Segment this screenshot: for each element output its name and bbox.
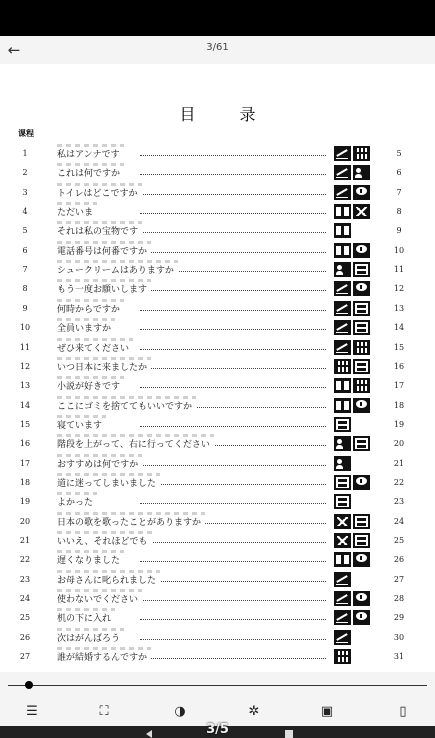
page-number: 23	[393, 497, 405, 507]
toc-row[interactable]	[0, 647, 435, 667]
dot-leader	[140, 639, 326, 640]
lesson-title: 使わないでください	[57, 592, 142, 605]
lesson-number: 9	[22, 303, 28, 313]
page-scrubber[interactable]	[0, 672, 435, 698]
toc-row[interactable]	[0, 163, 435, 183]
lesson-title: 寝ています	[57, 418, 106, 431]
lesson-number: 22	[19, 555, 31, 565]
speech-icon	[353, 610, 370, 625]
card-icon	[334, 494, 351, 509]
card-icon	[353, 262, 370, 277]
dot-leader	[140, 252, 326, 253]
lesson-title: よかった	[57, 495, 97, 508]
dot-leader	[140, 600, 326, 601]
lesson-number: 1	[22, 149, 28, 158]
skill-icons	[334, 610, 370, 625]
dot-leader	[140, 465, 326, 466]
skill-icons	[334, 552, 370, 567]
card-icon	[334, 417, 351, 432]
skill-icons	[334, 262, 370, 277]
toc-row[interactable]	[0, 357, 435, 377]
lesson-number: 16	[19, 439, 31, 449]
dot-leader	[140, 290, 326, 291]
dot-leader	[140, 426, 326, 427]
floating-page-indicator: 3/5	[206, 722, 229, 737]
device-icon[interactable]: ▯	[399, 704, 407, 719]
dot-leader	[140, 503, 326, 504]
lesson-number: 25	[19, 613, 31, 623]
plant-icon	[334, 533, 351, 548]
scrubber-handle[interactable]	[25, 681, 33, 689]
skill-icons	[334, 417, 370, 432]
lesson-number: 19	[19, 497, 31, 507]
plant-icon	[353, 204, 370, 219]
page-number: 30	[393, 632, 405, 642]
page-number: 15	[393, 342, 405, 352]
book-icon	[334, 204, 351, 219]
skill-icons	[334, 146, 370, 161]
write-icon	[334, 610, 351, 625]
skill-icons	[334, 223, 370, 238]
lesson-number: 18	[19, 477, 31, 487]
lesson-number: 21	[19, 536, 31, 545]
lesson-title: 何時からですか	[57, 302, 124, 315]
dot-leader	[140, 232, 326, 233]
lesson-number: 14	[19, 400, 31, 410]
page-number: 8	[396, 207, 402, 217]
lesson-title: 遅くなりました	[57, 553, 124, 566]
toc-row[interactable]	[0, 454, 435, 474]
toc-row[interactable]	[0, 338, 435, 358]
page-number: 6	[396, 168, 402, 178]
skill-icons	[334, 591, 370, 606]
write-icon	[334, 281, 351, 296]
lesson-title: 小説が好きです	[57, 379, 124, 392]
page-number: 25	[393, 536, 405, 545]
page-number: 9	[396, 226, 402, 236]
dot-leader	[140, 484, 326, 485]
lesson-number: 8	[22, 284, 28, 294]
page-indicator: 3/61	[206, 42, 229, 53]
lesson-number: 23	[19, 574, 31, 584]
lesson-number: 3	[22, 187, 28, 197]
lesson-title: おすすめは何ですか	[57, 457, 142, 470]
person-icon	[334, 262, 351, 277]
toc-row[interactable]	[0, 396, 435, 416]
dot-leader	[140, 155, 326, 156]
toc-row[interactable]	[0, 570, 435, 590]
lesson-title: 誰が結婚するんですか	[57, 650, 151, 663]
skill-icons	[334, 456, 370, 471]
speech-icon	[353, 475, 370, 490]
lesson-number: 27	[19, 652, 31, 662]
toc-row[interactable]	[0, 473, 435, 493]
toc-row[interactable]	[0, 531, 435, 551]
toc-row[interactable]	[0, 202, 435, 222]
speech-icon	[353, 243, 370, 258]
dot-leader	[140, 561, 326, 562]
skill-icons	[334, 301, 370, 316]
card-icon	[353, 436, 370, 451]
skill-icons	[334, 475, 370, 490]
grid-icon	[353, 146, 370, 161]
lesson-title: お母さんに叱られました	[57, 573, 160, 586]
dot-leader	[140, 174, 326, 175]
lesson-number: 13	[19, 381, 31, 391]
page-number: 5	[396, 149, 402, 158]
page-number: 19	[393, 419, 405, 429]
lesson-title: 道に迷ってしまいました	[57, 476, 160, 489]
lesson-title: 私はアンナです	[57, 147, 124, 160]
write-icon	[334, 301, 351, 316]
page-number: 14	[393, 323, 405, 333]
lesson-title: 次はがんばろう	[57, 631, 124, 644]
skill-icons	[334, 359, 370, 374]
card-icon	[353, 359, 370, 374]
toc-row[interactable]	[0, 279, 435, 299]
contrast-icon[interactable]: ◑	[174, 704, 186, 719]
skill-icons	[334, 514, 370, 529]
card-icon	[353, 514, 370, 529]
dot-leader	[140, 368, 326, 369]
toc-row[interactable]	[0, 299, 435, 319]
back-arrow-icon[interactable]: ←	[7, 41, 21, 59]
lesson-title: 電話番号は何番ですか	[57, 244, 151, 257]
dot-leader	[140, 194, 326, 195]
book-icon	[334, 552, 351, 567]
toc-row[interactable]	[0, 183, 435, 203]
write-icon	[334, 146, 351, 161]
skill-icons	[334, 165, 370, 180]
book-icon	[334, 243, 351, 258]
toc-list-icon[interactable]: ☰	[26, 704, 38, 719]
toc-row[interactable]	[0, 628, 435, 648]
lesson-title: それは私の宝物です	[57, 224, 142, 237]
crop-icon[interactable]: ⛶	[99, 704, 109, 719]
lesson-number: 6	[22, 245, 28, 255]
toc-row[interactable]	[0, 434, 435, 454]
screen-icon[interactable]: ▣	[320, 704, 334, 719]
skill-icons	[334, 320, 370, 335]
lesson-number: 20	[19, 516, 31, 526]
lesson-title: ここにゴミを捨ててもいいですか	[57, 399, 196, 412]
skill-icons	[334, 281, 370, 296]
speech-icon	[353, 185, 370, 200]
page-number: 11	[393, 265, 405, 275]
lesson-title: 全員いますか	[57, 321, 115, 334]
lesson-number: 5	[22, 226, 28, 236]
document-page	[0, 64, 435, 672]
toc-row[interactable]	[0, 241, 435, 261]
skill-icons	[334, 533, 370, 548]
book-icon	[334, 378, 351, 393]
page-number: 31	[393, 652, 405, 662]
lesson-title: ただいま	[57, 205, 97, 218]
book-icon	[334, 223, 351, 238]
toc-row[interactable]	[0, 550, 435, 570]
book-icon	[334, 398, 351, 413]
toc-row[interactable]	[0, 144, 435, 164]
card-icon	[353, 320, 370, 335]
lesson-number: 4	[22, 207, 28, 217]
lesson-title: トイレはどこですか	[57, 186, 142, 199]
lesson-title: 机の下に入れ	[57, 611, 115, 624]
page-number: 12	[393, 284, 405, 294]
card-icon	[353, 533, 370, 548]
skill-icons	[334, 649, 370, 664]
page-number: 16	[393, 361, 405, 371]
settings-icon[interactable]: ✲	[248, 704, 260, 719]
toc-row[interactable]	[0, 221, 435, 241]
page-number: 28	[393, 594, 405, 604]
write-icon	[334, 572, 351, 587]
lesson-number: 10	[19, 323, 31, 333]
section-label: 课程	[18, 129, 34, 138]
page-number: 27	[393, 574, 405, 584]
write-icon	[334, 591, 351, 606]
scrubber-track[interactable]	[8, 685, 427, 686]
page-number: 10	[393, 245, 405, 255]
lesson-number: 11	[19, 342, 31, 352]
lesson-title: 階段を上がって、右に行ってください	[57, 437, 214, 450]
card-icon	[353, 301, 370, 316]
toc-row[interactable]	[0, 318, 435, 338]
lesson-number: 24	[19, 594, 31, 604]
skill-icons	[334, 436, 370, 451]
lesson-title: 日本の歌を歌ったことがありますか	[57, 515, 205, 528]
page-number: 7	[396, 187, 402, 197]
person-icon	[353, 165, 370, 180]
grid-icon	[353, 340, 370, 355]
write-icon	[334, 320, 351, 335]
dot-leader	[140, 581, 326, 582]
skill-icons	[334, 572, 370, 587]
write-icon	[334, 165, 351, 180]
toc-row[interactable]	[0, 608, 435, 628]
lesson-title: いいえ、それほどでも	[57, 534, 152, 547]
write-icon	[334, 185, 351, 200]
status-bar	[0, 0, 435, 36]
lesson-title: いつ日本に来ましたか	[57, 360, 151, 373]
reader-top-bar	[0, 36, 435, 64]
speech-icon	[353, 591, 370, 606]
toc-row[interactable]	[0, 415, 435, 435]
page-number: 17	[393, 381, 405, 391]
dot-leader	[140, 542, 326, 543]
lesson-number: 26	[19, 632, 31, 642]
skill-icons	[334, 494, 370, 509]
toc-row[interactable]	[0, 589, 435, 609]
lesson-title: シュークリームはありますか	[57, 263, 178, 276]
toc-row[interactable]	[0, 376, 435, 396]
page-number: 21	[393, 458, 405, 468]
page-number: 26	[393, 555, 405, 565]
toc-row[interactable]	[0, 512, 435, 532]
page-number: 13	[393, 303, 405, 313]
dot-leader	[140, 387, 326, 388]
speech-icon	[353, 281, 370, 296]
lesson-number: 12	[19, 361, 31, 371]
page-number: 20	[393, 439, 405, 449]
card-icon	[334, 475, 351, 490]
dot-leader	[140, 349, 326, 350]
page-number: 29	[393, 613, 405, 623]
skill-icons	[334, 204, 370, 219]
lesson-title: もう一度お願いします	[57, 282, 151, 295]
dot-leader	[140, 310, 326, 311]
speech-icon	[353, 398, 370, 413]
page-number: 22	[393, 477, 405, 487]
lesson-number: 7	[22, 265, 28, 275]
page-title: 目 录	[179, 105, 270, 124]
lesson-title: ぜひ来てください	[57, 341, 133, 354]
lesson-number: 15	[19, 419, 31, 429]
write-icon	[334, 630, 351, 645]
dot-leader	[140, 658, 326, 659]
person-icon	[334, 456, 351, 471]
dot-leader	[140, 619, 326, 620]
skill-icons	[334, 185, 370, 200]
skill-icons	[334, 378, 370, 393]
grid-icon	[334, 649, 351, 664]
toc-row[interactable]	[0, 492, 435, 512]
lesson-number: 17	[19, 458, 31, 468]
page-number: 24	[393, 516, 405, 526]
skill-icons	[334, 630, 370, 645]
plant-icon	[334, 514, 351, 529]
skill-icons	[334, 398, 370, 413]
grid-icon	[353, 378, 370, 393]
lesson-title: これは何ですか	[57, 166, 124, 179]
skill-icons	[334, 340, 370, 355]
toc-row[interactable]	[0, 260, 435, 280]
dot-leader	[140, 213, 326, 214]
skill-icons	[334, 243, 370, 258]
page-number: 18	[393, 400, 405, 410]
grid-icon	[334, 359, 351, 374]
speech-icon	[353, 552, 370, 567]
write-icon	[334, 340, 351, 355]
lesson-number: 2	[22, 168, 28, 178]
person-icon	[334, 436, 351, 451]
dot-leader	[140, 329, 326, 330]
